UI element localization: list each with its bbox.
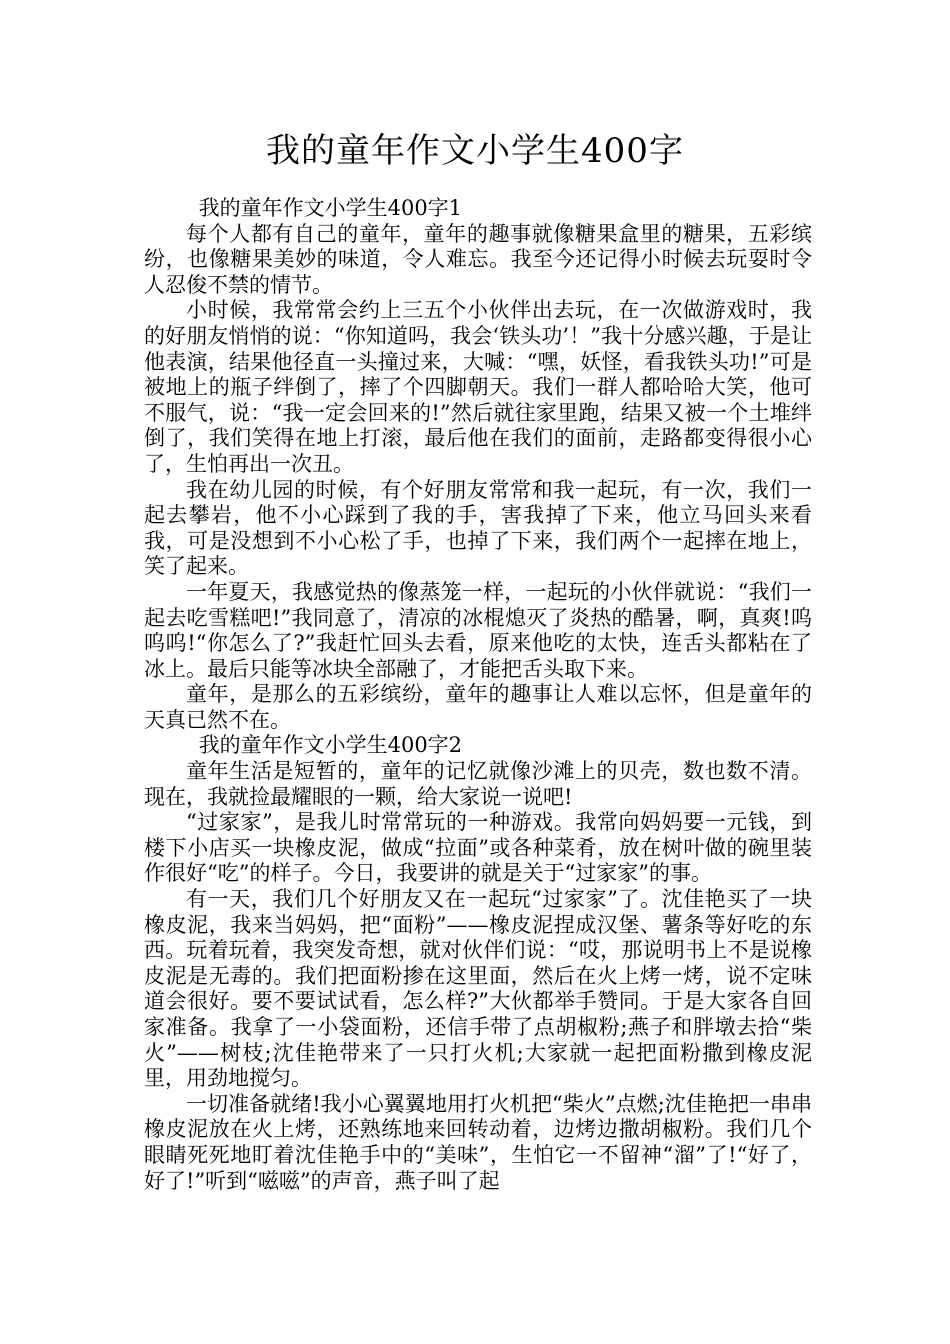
paragraph: 童年，是那么的五彩缤纷，童年的趣事让人难以忘怀，但是童年的天真已然不在。 bbox=[144, 682, 812, 732]
paragraph: 一年夏天，我感觉热的像蒸笼一样，一起玩的小伙伴就说：“我们一起去吃雪糕吧!”我同意了，清凉的冰棍熄灭了炎热的酷暑，啊，真爽!呜呜呜!“你怎么了?”我赶忙回头去看，原来他吃的太快，连舌头都粘在了冰上。最后只能等冰块全部融了，才能把舌头取下来。 bbox=[144, 579, 812, 681]
document-body bbox=[144, 196, 812, 1194]
section-heading: 我的童年作文小学生400字2 bbox=[198, 733, 463, 758]
section-heading: 我的童年作文小学生400字1 bbox=[198, 196, 463, 220]
paragraph: “过家家”，是我儿时常常玩的一种游戏。我常向妈妈要一元钱，到楼下小店买一块橡皮泥，做成“拉面”或各种菜肴，放在树叶做的碗里装作很好“吃”的样子。今日，我要讲的就是关于“过家家”的事。 bbox=[144, 810, 812, 886]
paragraph: 有一天，我们几个好朋友又在一起玩“过家家”了。沈佳艳买了一块橡皮泥，我来当妈妈，把“面粉”——橡皮泥捏成汉堡、薯条等好吃的东西。玩着玩着，我突发奇想，就对伙伴们说：“哎，那说明书上不是说橡皮泥是无毒的。我们把面粉掺在这里面，然后在火上烤一烤，说不定味道会很好。要不要试试看，怎么样?”大伙都举手赞同。于是大家各自回家准备。我拿了一小袋面粉，还信手带了点胡椒粉;燕子和胖墩去拾“柴火”——树枝;沈佳艳带来了一只打火机;大家就一起把面粉撒到橡皮泥里，用劲地搅匀。 bbox=[144, 887, 812, 1091]
paragraph: 每个人都有自己的童年，童年的趣事就像糖果盒里的糖果，五彩缤纷，也像糖果美妙的味道，令人难忘。我至今还记得小时候去玩耍时令人忍俊不禁的情节。 bbox=[144, 221, 812, 297]
paragraph: 小时候，我常常会约上三五个小伙伴出去玩，在一次做游戏时，我的好朋友悄悄的说：“你知道吗，我会‘铁头功’！”我十分感兴趣，于是让他表演，结果他径直一头撞过来，大喊：“嘿，妖怪，看我铁头功!”可是被地上的瓶子绊倒了，摔了个四脚朝天。我们一群人都哈哈大笑，他可不服气，说：“我一定会回来的!”然后就往家里跑，结果又被一个土堆绊倒了，我们笑得在地上打滚，最后他在我们的面前，走路都变得很小心了，生怕再出一次丑。 bbox=[144, 298, 812, 476]
document-title: 我的童年作文小学生400字 bbox=[266, 131, 684, 171]
paragraph: 我在幼儿园的时候，有个好朋友常常和我一起玩，有一次，我们一起去攀岩，他不小心踩到了我的手，害我掉了下来，他立马回头来看我，可是没想到不小心松了手，也掉了下来，我们两个一起摔在地上，笑了起来。 bbox=[144, 477, 812, 579]
paragraph: 童年生活是短暂的，童年的记忆就像沙滩上的贝壳，数也数不清。现在，我就捡最耀眼的一颗，给大家说一说吧! bbox=[144, 759, 812, 809]
paragraph: 一切准备就绪!我小心翼翼地用打火机把“柴火”点燃;沈佳艳把一串串橡皮泥放在火上烤，还熟练地来回转动着，边烤边撒胡椒粉。我们几个眼睛死死地盯着沈佳艳手中的“美味”，生怕它一不留神“溜”了!“好了，好了!”听到“嗞嗞”的声音，燕子叫了起 bbox=[144, 1091, 812, 1193]
